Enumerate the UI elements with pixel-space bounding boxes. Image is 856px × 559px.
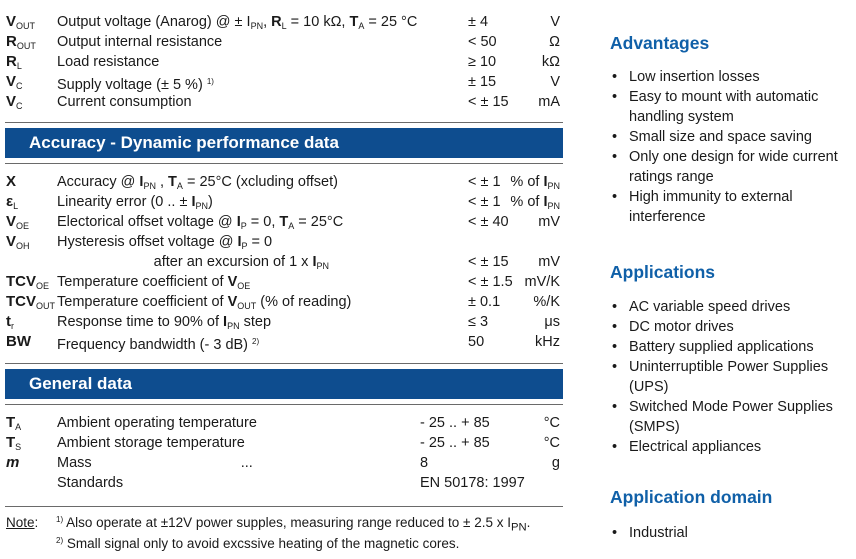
note-label-text: Note bbox=[6, 515, 35, 530]
advantages-heading: Advantages bbox=[610, 33, 710, 53]
spec-description: Temperature coefficient of $V_{OE}$ bbox=[57, 274, 251, 291]
applications-list bbox=[612, 297, 852, 457]
spec-description: Current consumption bbox=[57, 94, 192, 110]
spec-description: Temperature coefficient of $V_{OUT}$ (% of reading) bbox=[57, 294, 352, 311]
divider bbox=[5, 506, 563, 507]
spec-symbol: BW bbox=[6, 333, 31, 350]
list-item: • DC motor drives bbox=[612, 317, 852, 337]
spec-unit: °C bbox=[543, 415, 560, 431]
spec-value: < ± 1 bbox=[468, 174, 501, 190]
spec-description: Frequency bandwidth (- 3 dB) $^{2)}$ bbox=[57, 337, 260, 353]
spec-row bbox=[6, 212, 562, 232]
spec-symbol: $TCV_{OE}$ bbox=[6, 273, 50, 291]
spec-symbol: $\varepsilon_L$ bbox=[6, 193, 19, 211]
spec-description: Supply voltage (± 5 %) $^{1)}$ bbox=[57, 77, 214, 93]
spec-row bbox=[6, 32, 562, 52]
list-item: • Low insertion losses bbox=[612, 67, 852, 87]
note-1: $^{1)}$ Also operate at ±12V power supples, measuring range reduced to ± 2.5 x $I_{PN}$. bbox=[56, 515, 531, 534]
spec-unit: mV bbox=[538, 214, 560, 230]
spec-row bbox=[6, 272, 562, 292]
spec-value: < ± 15 bbox=[468, 94, 509, 110]
spec-symbol: $V_{OE}$ bbox=[6, 213, 30, 231]
spec-description: Linearity error (0 .. ± $I_{PN}$) bbox=[57, 194, 213, 211]
applications-heading: Applications bbox=[610, 262, 716, 282]
divider bbox=[5, 363, 563, 364]
spec-row bbox=[6, 252, 562, 272]
spec-symbol: $R_L$ bbox=[6, 53, 22, 71]
spec-row bbox=[6, 12, 562, 32]
list-item: • AC variable speed drives bbox=[612, 297, 852, 317]
spec-unit: Ω bbox=[549, 34, 560, 50]
spec-unit: V bbox=[550, 14, 560, 30]
spec-unit: μs bbox=[544, 314, 560, 330]
general-section-title: General data bbox=[29, 374, 132, 393]
spec-unit: mV/K bbox=[524, 274, 560, 290]
list-item: • Industrial bbox=[612, 523, 852, 543]
spec-description: Response time to 90% of $I_{PN}$ step bbox=[57, 314, 272, 331]
spec-unit: % of $I_{PN}$ bbox=[510, 174, 560, 191]
spec-description: after an excursion of 1 x $I_{PN}$ bbox=[57, 254, 330, 271]
spec-description: Standards bbox=[57, 475, 124, 491]
spec-unit: mV bbox=[538, 254, 560, 270]
spec-value: < ± 1.5 bbox=[468, 274, 513, 290]
spec-row bbox=[6, 312, 562, 332]
list-item: • Small size and space saving bbox=[612, 127, 852, 147]
divider bbox=[5, 122, 563, 123]
spec-symbol: $T_S$ bbox=[6, 434, 22, 452]
list-item: • Uninterruptible Power Supplies (UPS) bbox=[612, 357, 852, 397]
divider bbox=[5, 163, 563, 164]
spec-row bbox=[6, 332, 562, 352]
spec-symbol: $V_{OUT}$ bbox=[6, 13, 36, 31]
spec-symbol: $t_r$ bbox=[6, 313, 14, 331]
general-section-header bbox=[5, 369, 563, 399]
spec-row bbox=[6, 453, 562, 473]
spec-unit: kΩ bbox=[541, 54, 560, 70]
advantages-list bbox=[612, 67, 852, 227]
spec-value: ± 15 bbox=[468, 74, 497, 90]
spec-value: ≥ 10 bbox=[468, 54, 497, 70]
application-domain-list bbox=[612, 523, 852, 543]
note-label: Note: bbox=[6, 515, 39, 530]
spec-value: < 50 bbox=[468, 34, 497, 50]
spec-row bbox=[6, 433, 562, 453]
spec-value: 50 bbox=[468, 334, 485, 350]
spec-row bbox=[6, 192, 562, 212]
spec-symbol: $V_C$ bbox=[6, 93, 23, 111]
spec-symbol: $V_{OH}$ bbox=[6, 233, 30, 251]
spec-unit: %/K bbox=[533, 294, 560, 310]
spec-value: - 25 .. + 85 bbox=[420, 435, 490, 451]
spec-value: < ± 40 bbox=[468, 214, 509, 230]
spec-symbol: X bbox=[6, 173, 17, 190]
spec-description: Accuracy @ $I_{PN}$ , $T_A = 25^\circ C$ (xcluding offset) bbox=[57, 174, 338, 191]
spec-symbol: $V_C$ bbox=[6, 73, 23, 91]
list-item: • Battery supplied applications bbox=[612, 337, 852, 357]
spec-description: Output internal resistance bbox=[57, 34, 223, 50]
accuracy-section-header bbox=[5, 128, 563, 158]
spec-value: 8 bbox=[420, 455, 429, 471]
spec-unit: kHz bbox=[535, 334, 560, 350]
spec-unit: mA bbox=[538, 94, 560, 110]
spec-row bbox=[6, 72, 562, 92]
spec-unit: g bbox=[551, 455, 560, 471]
spec-value: ± 4 bbox=[468, 14, 489, 30]
spec-symbol: m bbox=[6, 454, 20, 471]
spec-value: - 25 .. + 85 bbox=[420, 415, 490, 431]
list-item: • Only one design for wide current ratings range bbox=[612, 147, 852, 187]
spec-row bbox=[6, 413, 562, 433]
spec-value: < ± 1 bbox=[468, 194, 501, 210]
spec-unit: V bbox=[550, 74, 560, 90]
spec-symbol: $R_{OUT}$ bbox=[6, 33, 36, 51]
divider bbox=[5, 404, 563, 405]
spec-value: ≤ 3 bbox=[468, 314, 489, 330]
spec-row bbox=[6, 172, 562, 192]
list-item: • Electrical appliances bbox=[612, 437, 852, 457]
spec-symbol: $TCV_{OUT}$ bbox=[6, 293, 55, 311]
list-item: • Switched Mode Power Supplies (SMPS) bbox=[612, 397, 852, 437]
spec-description: Hysteresis offset voltage @ $I_P = 0$ bbox=[57, 234, 273, 251]
spec-symbol: $T_A$ bbox=[6, 414, 22, 432]
spec-row bbox=[6, 52, 562, 72]
spec-value: ± 0.1 bbox=[468, 294, 501, 310]
list-item: • High immunity to external interference bbox=[612, 187, 852, 227]
note-2: $^{2)}$ Small signal only to avoid excssive heating of the magnetic cores. bbox=[56, 536, 460, 551]
accuracy-section-title: Accuracy - Dynamic performance data bbox=[29, 133, 339, 152]
spec-row bbox=[6, 292, 562, 312]
spec-description: Load resistance bbox=[57, 54, 160, 70]
spec-unit: % of $I_{PN}$ bbox=[510, 194, 560, 211]
spec-description: Mass ... bbox=[57, 455, 253, 471]
list-item: • Easy to mount with automatic handling system bbox=[612, 87, 852, 127]
spec-description: Electorical offset voltage @ $I_P = 0$, $T_A = 25^\circ C$ bbox=[57, 214, 344, 231]
application-domain-heading: Application domain bbox=[610, 487, 773, 507]
spec-description: Ambient storage temperature bbox=[57, 435, 245, 451]
spec-unit: °C bbox=[543, 435, 560, 451]
spec-description: Ambient operating temperature bbox=[57, 415, 257, 431]
spec-description: Output voltage (Anarog) @ ± $I_{PN}$, $R_L = 10$ kΩ, $T_A = 25$ °C bbox=[57, 14, 418, 31]
spec-value: EN 50178: 1997 bbox=[420, 475, 525, 491]
spec-row bbox=[6, 232, 562, 252]
spec-row bbox=[6, 473, 562, 493]
spec-row bbox=[6, 92, 562, 112]
spec-value: < ± 15 bbox=[468, 254, 509, 270]
